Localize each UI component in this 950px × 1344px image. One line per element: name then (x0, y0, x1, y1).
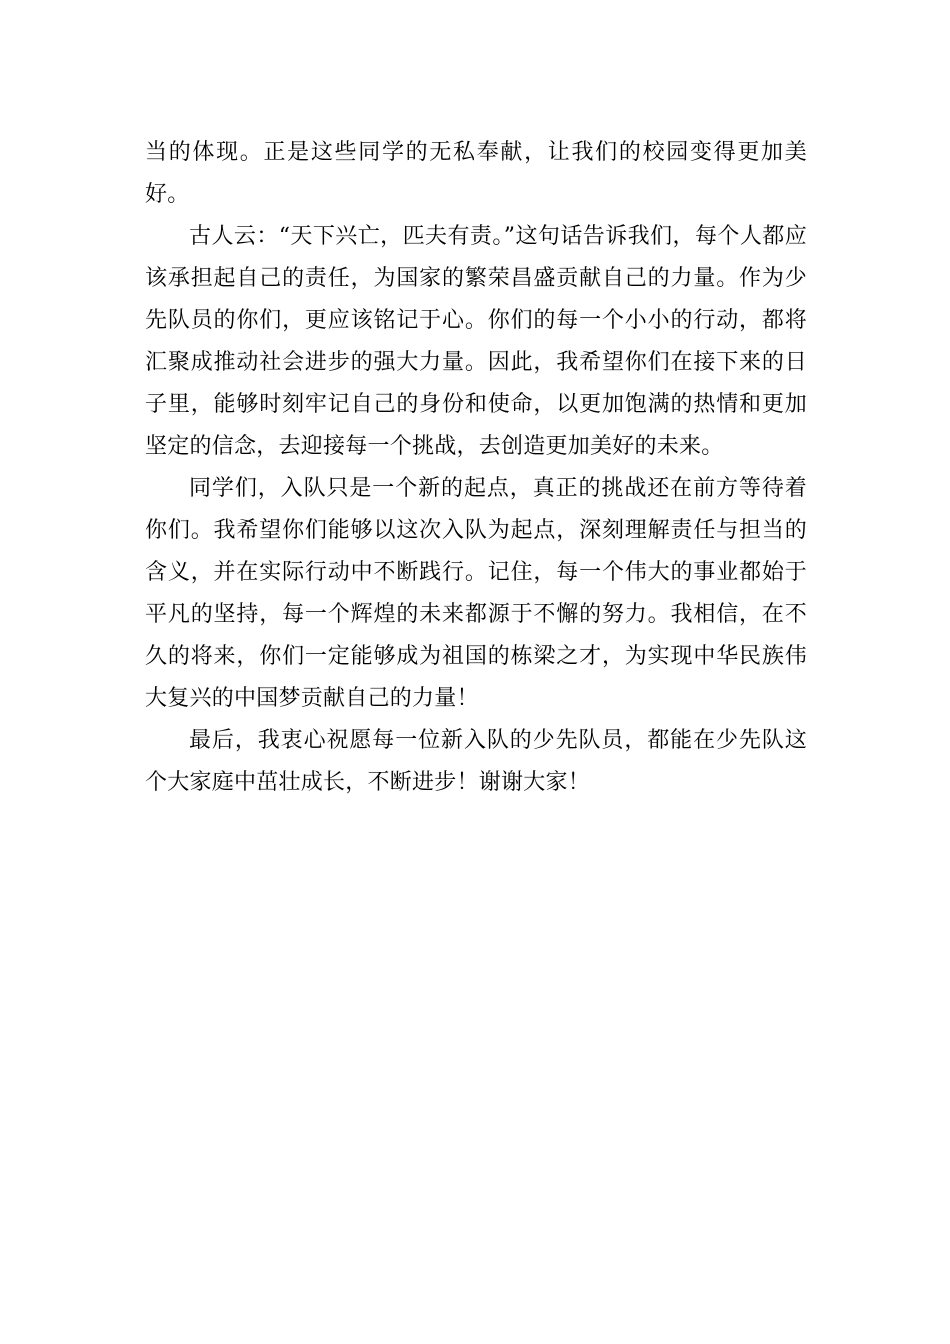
paragraph-ancient-saying: 古人云：“天下兴亡，匹夫有责。”这句话告诉我们，每个人都应该承担起自己的责任，为国家的繁荣昌盛贡献自己的力量。作为少先队员的你们，更应该铭记于心。你们的每一个小小的行动，都将汇聚成推动社会进步的强大力量。因此，我希望你们在接下来的日子里，能够时刻牢记自己的身份和使命，以更加饱满的热情和更加坚定的信念，去迎接每一个挑战，去创造更加美好的未来。 (145, 224, 807, 459)
paragraph-continued: 当的体现。正是这些同学的无私奉献，让我们的校园变得更加美好。 (145, 140, 807, 207)
paragraph-closing: 最后，我衷心祝愿每一位新入队的少先队员，都能在少先队这个大家庭中茁壮成长，不断进步！谢谢大家！ (145, 728, 807, 795)
paragraph-new-start: 同学们，入队只是一个新的起点，真正的挑战还在前方等待着你们。我希望你们能够以这次入队为起点，深刻理解责任与担当的含义，并在实际行动中不断践行。记住，每一个伟大的事业都始于平凡的坚持，每一个辉煌的未来都源于不懈的努力。我相信，在不久的将来，你们一定能够成为祖国的栋梁之才，为实现中华民族伟大复兴的中国梦贡献自己的力量！ (145, 476, 807, 711)
document-body (145, 132, 807, 804)
